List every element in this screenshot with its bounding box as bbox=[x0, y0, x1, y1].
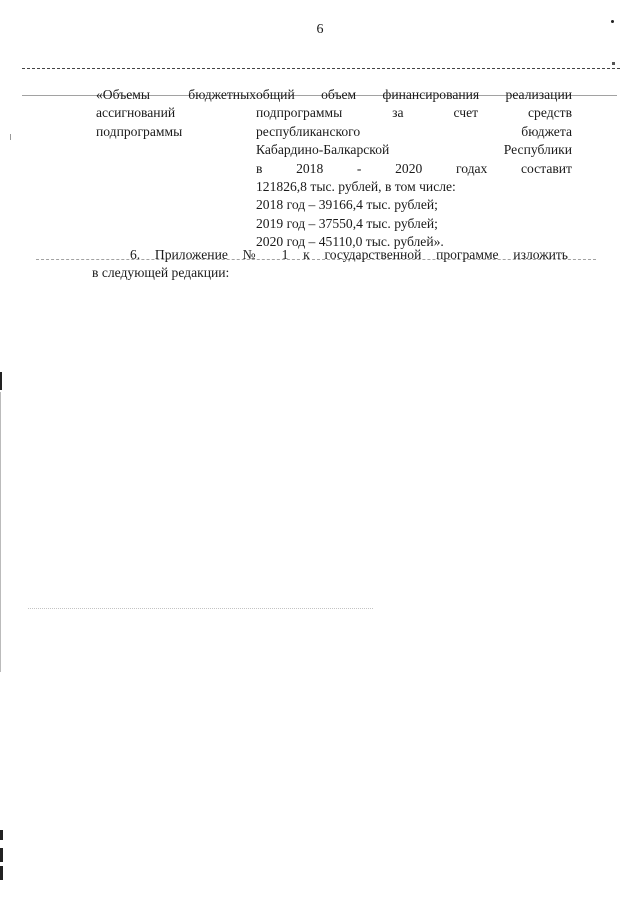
right-line: 2018 год – 39166,4 тыс. рублей; bbox=[256, 197, 438, 213]
scan-mark bbox=[612, 62, 615, 65]
faint-rule bbox=[28, 608, 373, 609]
scan-mark bbox=[10, 134, 11, 140]
left-line: подпрограммы bbox=[96, 123, 183, 139]
right-line: общий объем финансирования реализации bbox=[256, 87, 572, 102]
left-line: «Объемы бюджетных bbox=[96, 87, 256, 102]
scan-mark bbox=[0, 372, 2, 390]
right-line: 2019 год – 37550,4 тыс. рублей; bbox=[256, 215, 438, 231]
right-line: Кабардино-Балкарской Республики bbox=[256, 142, 572, 158]
left-line: ассигнований bbox=[96, 105, 176, 121]
right-line: 121826,8 тыс. рублей, в том числе: bbox=[256, 179, 456, 195]
paragraph-line: в следующей редакции: bbox=[92, 265, 230, 281]
table-right-column bbox=[256, 86, 572, 252]
right-line: в 2018 - 2020 годах составит bbox=[256, 160, 572, 176]
top-rule bbox=[22, 68, 620, 69]
scan-mark bbox=[0, 392, 1, 672]
right-line: подпрограммы за счет средств bbox=[256, 105, 572, 121]
scan-mark bbox=[0, 830, 3, 840]
scan-mark bbox=[0, 848, 3, 862]
amendment-paragraph bbox=[92, 246, 568, 283]
scan-mark bbox=[611, 20, 614, 23]
table-left-column bbox=[96, 86, 256, 252]
right-line: республиканского бюджета bbox=[256, 123, 572, 139]
page-number: 6 bbox=[316, 22, 324, 37]
paragraph-line: 6. Приложение № 1 к государственной программе изложить bbox=[130, 247, 568, 262]
right-line: 2020 год – 45110,0 тыс. рублей». bbox=[256, 234, 444, 250]
budget-table bbox=[96, 86, 572, 252]
scan-mark bbox=[0, 866, 3, 880]
